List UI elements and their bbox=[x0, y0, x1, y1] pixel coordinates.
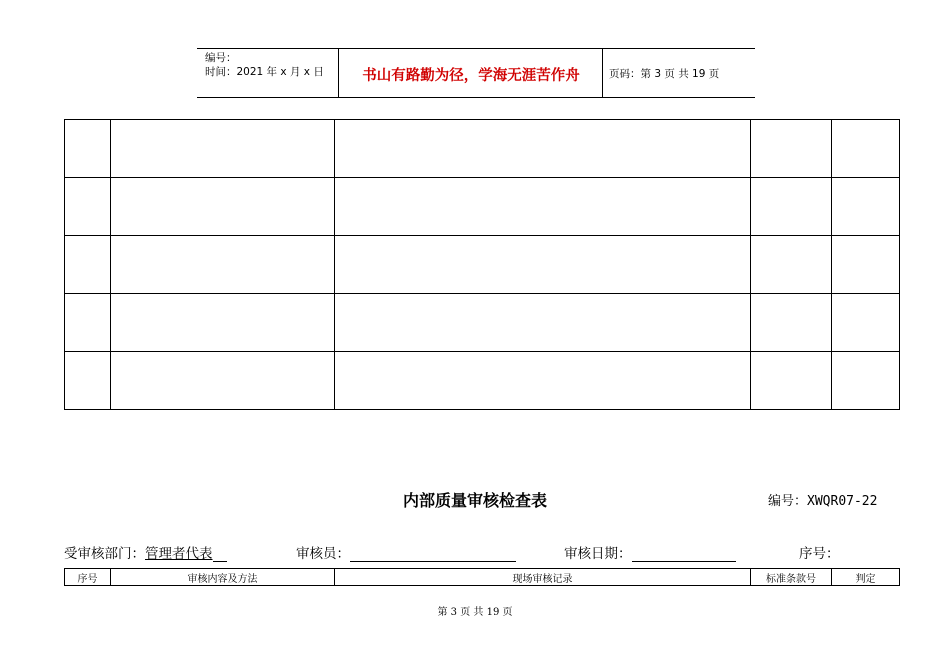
table-cell[interactable] bbox=[111, 120, 335, 178]
form-code-label: 编号： bbox=[768, 494, 808, 509]
page-footer: 第 3 页 共 19 页 bbox=[437, 607, 513, 618]
form-code bbox=[768, 490, 877, 509]
table-cell[interactable] bbox=[751, 120, 832, 178]
table-cell[interactable] bbox=[65, 178, 111, 236]
table-cell[interactable] bbox=[65, 352, 111, 410]
table-cell[interactable] bbox=[65, 236, 111, 294]
col-clause-no: 标准条款号 bbox=[751, 569, 832, 586]
table-cell[interactable] bbox=[111, 294, 335, 352]
col-content-method: 审核内容及方法 bbox=[111, 569, 335, 586]
running-header bbox=[197, 48, 755, 98]
serial-number-label: 序号： bbox=[799, 546, 840, 562]
table-cell[interactable] bbox=[832, 178, 900, 236]
table-row bbox=[65, 120, 900, 178]
audit-table-continued bbox=[64, 119, 900, 410]
table-cell[interactable] bbox=[65, 120, 111, 178]
col-onsite-record: 现场审核记录 bbox=[335, 569, 751, 586]
header-page-number: 页码：第 3 页 共 19 页 bbox=[609, 68, 720, 80]
table-cell[interactable] bbox=[832, 294, 900, 352]
audit-date-field[interactable] bbox=[632, 546, 736, 562]
table-cell[interactable] bbox=[832, 236, 900, 294]
header-left-cell bbox=[205, 51, 324, 79]
table-cell[interactable] bbox=[832, 120, 900, 178]
table-cell[interactable] bbox=[111, 352, 335, 410]
table-cell[interactable] bbox=[832, 352, 900, 410]
form-code-value: XWQR07-22 bbox=[807, 494, 878, 509]
table-cell[interactable] bbox=[335, 120, 751, 178]
header-time: 时间：2021 年 x 月 x 日 bbox=[205, 66, 324, 78]
audited-dept-value[interactable]: 管理者代表 bbox=[145, 546, 213, 562]
table-cell[interactable] bbox=[335, 294, 751, 352]
table-row bbox=[65, 236, 900, 294]
auditor bbox=[296, 542, 516, 562]
auditor-label: 审核员： bbox=[296, 546, 350, 562]
table-cell[interactable] bbox=[65, 294, 111, 352]
table-cell[interactable] bbox=[335, 236, 751, 294]
audit-date-label: 审核日期： bbox=[564, 546, 632, 562]
column-header-row bbox=[65, 569, 900, 586]
table-cell[interactable] bbox=[751, 352, 832, 410]
col-serial: 序号 bbox=[65, 569, 111, 586]
column-header-table bbox=[64, 568, 900, 586]
table-cell[interactable] bbox=[751, 178, 832, 236]
table-cell[interactable] bbox=[751, 236, 832, 294]
serial-number bbox=[799, 542, 840, 562]
audited-dept bbox=[64, 542, 227, 562]
table-row bbox=[65, 178, 900, 236]
table-cell[interactable] bbox=[335, 178, 751, 236]
header-doc-no: 编号： bbox=[205, 52, 237, 64]
table-row bbox=[65, 352, 900, 410]
audited-dept-label: 受审核部门： bbox=[64, 546, 145, 562]
table-cell[interactable] bbox=[111, 178, 335, 236]
col-judgement: 判定 bbox=[832, 569, 900, 586]
form-title: 内部质量审核检查表 bbox=[402, 491, 547, 510]
table-cell[interactable] bbox=[111, 236, 335, 294]
table-cell[interactable] bbox=[751, 294, 832, 352]
audit-date bbox=[564, 542, 736, 562]
audit-table-body bbox=[65, 120, 900, 410]
auditor-field[interactable] bbox=[350, 546, 516, 562]
table-row bbox=[65, 294, 900, 352]
header-motto: 书山有路勤为径，学海无涯苦作舟 bbox=[362, 68, 580, 84]
table-cell[interactable] bbox=[335, 352, 751, 410]
